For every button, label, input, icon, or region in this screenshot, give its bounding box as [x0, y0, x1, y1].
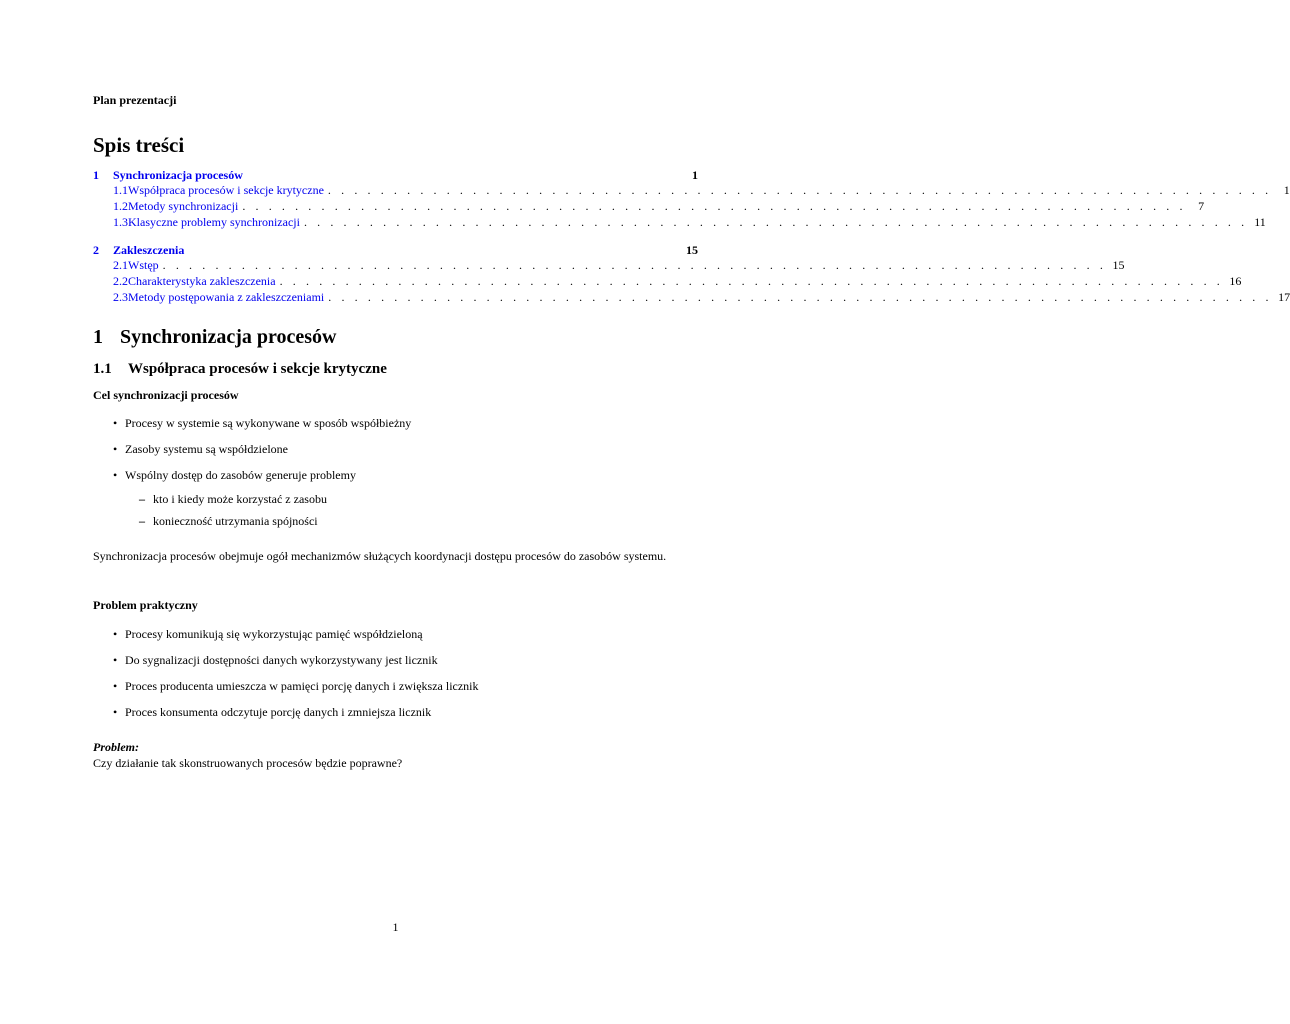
toc-entry-number: 1.3 — [113, 215, 128, 229]
practical-bullet-list — [93, 627, 698, 731]
toc-entry-page: 1 — [1283, 183, 1290, 197]
toc-entry-page: 11 — [1254, 215, 1266, 229]
list-item: • Do sygnalizacji dostępności danych wykorzystywany jest licznik — [93, 653, 698, 679]
toc-entry-2-1[interactable] — [93, 258, 1125, 274]
toc-entry-number: 2.3 — [113, 290, 128, 304]
toc-section-page: 1 — [692, 168, 698, 182]
subsection-title: Współpraca procesów i sekcje krytyczne — [128, 361, 387, 377]
running-head: Plan prezentacji — [93, 93, 177, 107]
list-item: • Proces producenta umieszcza w pamięci porcję danych i zwiększa licznik — [93, 679, 698, 705]
subsection-number: 1.1 — [93, 361, 112, 377]
toc-entry-1-3[interactable] — [93, 215, 1266, 231]
list-item: • Procesy w systemie są wykonywane w sposób współbieżny — [93, 416, 698, 442]
toc-leader-dots: . . . . . . . . . . . . . . . . . . . . . . . . . . . . . . . . . . . . . . . . . . . . . . . . . . . . . . . . . . . . . . . . . . . . . . . . — [327, 183, 1272, 197]
toc-entry-title: Metody postępowania z zakleszczeniami — [128, 290, 325, 304]
toc-leader-dots: . . . . . . . . . . . . . . . . . . . . . . . . . . . . . . . . . . . . . . . . . . . . . . . . . . . . . . . . . . . . . . . . . . . . . . . . — [242, 199, 1187, 213]
toc-section-page: 15 — [686, 243, 698, 257]
list-item: • Procesy komunikują się wykorzystując pamięć współdzieloną — [93, 627, 698, 653]
toc-leader-dots: . . . . . . . . . . . . . . . . . . . . . . . . . . . . . . . . . . . . . . . . . . . . . . . . . . . . . . . . . . . . . . . . . . . . . . . . — [328, 290, 1273, 304]
section-number: 1 — [93, 326, 103, 348]
toc-section-number: 2 — [93, 243, 99, 257]
problem-text: Czy działanie tak skonstruowanych procesów będzie poprawne? — [93, 756, 403, 770]
toc-section-1[interactable] — [93, 168, 698, 183]
goal-sub-bullet-list — [93, 492, 327, 536]
toc-leader-dots: . . . . . . . . . . . . . . . . . . . . . . . . . . . . . . . . . . . . . . . . . . . . . . . . . . . . . . . . . . . . . . . . . . . . . . . . — [303, 215, 1248, 229]
goal-heading: Cel synchronizacji procesów — [93, 388, 239, 402]
section-title: Synchronizacja procesów — [120, 326, 337, 348]
toc-section-number: 1 — [93, 168, 99, 182]
list-item: – kto i kiedy może korzystać z zasobu — [93, 492, 327, 514]
toc-section-title: Synchronizacja procesów — [113, 168, 243, 182]
toc-entry-2-3[interactable] — [93, 290, 1290, 306]
toc-entry-page: 7 — [1198, 199, 1205, 213]
toc-leader-dots: . . . . . . . . . . . . . . . . . . . . . . . . . . . . . . . . . . . . . . . . . . . . . . . . . . . . . . . . . . . . . . . . . . . . . . . . — [162, 258, 1107, 272]
toc-entry-number: 1.1 — [113, 183, 128, 197]
list-item: • Zasoby systemu są współdzielone — [93, 442, 698, 468]
body-paragraph: Synchronizacja procesów obejmuje ogół mechanizmów służących koordynacji dostępu procesów do zasobów systemu. — [93, 549, 667, 563]
toc-entry-page: 17 — [1278, 290, 1290, 304]
toc-entry-title: Wstęp — [128, 258, 159, 272]
toc-entry-title: Współpraca procesów i sekcje krytyczne — [128, 183, 324, 197]
toc-entry-1-1[interactable] — [93, 183, 1290, 199]
page-number: 1 — [392, 920, 399, 934]
toc-section-title: Zakleszczenia — [113, 243, 185, 257]
toc-entry-1-2[interactable] — [93, 199, 1205, 215]
list-item: – konieczność utrzymania spójności — [93, 514, 327, 536]
toc-entry-page: 16 — [1229, 274, 1242, 288]
toc-entry-2-2[interactable] — [93, 274, 1242, 290]
toc-entry-page: 15 — [1112, 258, 1125, 272]
list-item: • Wspólny dostęp do zasobów generuje problemy — [93, 468, 698, 494]
toc-title: Spis treści — [93, 133, 185, 157]
toc-entry-number: 2.2 — [113, 274, 128, 288]
table-of-contents — [93, 168, 1290, 306]
toc-entry-number: 1.2 — [113, 199, 128, 213]
subsection-heading — [93, 361, 387, 378]
toc-entry-title: Klasyczne problemy synchronizacji — [128, 215, 300, 229]
toc-entry-title: Metody synchronizacji — [128, 199, 239, 213]
toc-section-2[interactable] — [93, 243, 698, 258]
section-heading — [93, 326, 336, 349]
toc-leader-dots: . . . . . . . . . . . . . . . . . . . . . . . . . . . . . . . . . . . . . . . . . . . . . . . . . . . . . . . . . . . . . . . . . . . . . . . . — [279, 274, 1224, 288]
list-item: • Proces konsumenta odczytuje porcję danych i zmniejsza licznik — [93, 705, 698, 731]
practical-heading: Problem praktyczny — [93, 598, 198, 612]
toc-entry-number: 2.1 — [113, 258, 128, 272]
toc-entry-title: Charakterystyka zakleszczenia — [128, 274, 276, 288]
goal-bullet-list — [93, 416, 698, 494]
problem-label: Problem: — [93, 740, 139, 754]
